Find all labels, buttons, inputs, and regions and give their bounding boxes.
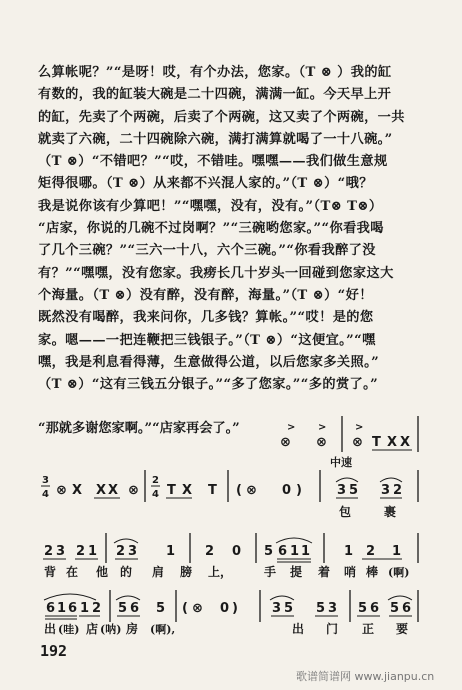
svg-text:(: (: [182, 601, 188, 616]
notation-row-3: [43, 533, 418, 579]
note: 1: [57, 601, 67, 616]
slur: [380, 478, 402, 482]
watermark: 歌谱简谱网 www.jianpu.cn: [296, 670, 435, 683]
svg-text:): ): [296, 483, 302, 498]
note: 6: [68, 601, 78, 616]
lyric: 背: [44, 565, 57, 579]
prose-line: 家。嗯——一把连鞭把三钱银子。”（T ⊗）“这便宜。”“嘿: [38, 332, 376, 348]
lyric: 包: [339, 505, 352, 519]
note: 1: [80, 601, 90, 616]
notation-row-4: [44, 590, 418, 636]
prose-line: 的缸，先卖了个两碗，后卖了个两碗，这又卖了个两碗，一共: [38, 109, 405, 125]
time-signature-numerator: 2: [152, 475, 159, 486]
note: X: [108, 483, 119, 498]
lyric: 哨: [344, 565, 357, 579]
note: 2: [44, 544, 54, 559]
notation-row-1: [280, 416, 418, 452]
lyric: 店: [86, 622, 99, 636]
note: 5: [390, 601, 400, 616]
note: 0: [232, 544, 242, 559]
note: 5: [358, 601, 368, 616]
note: 5: [264, 544, 274, 559]
prose-line: 既然没有喝醉，我来问你，几多钱？算帐。”“哎！是的您: [38, 310, 374, 326]
lyric: 着: [318, 565, 331, 579]
note: 2: [366, 544, 376, 559]
prose-line: 有？”“嘿嘿，没有您家。我痨长几十岁头一回碰到您家这大: [38, 265, 394, 281]
lyric: 上，: [208, 565, 233, 579]
note: T: [208, 483, 217, 498]
note: 5: [349, 483, 359, 498]
time-signature-denominator: 4: [42, 489, 49, 500]
note: X: [182, 483, 193, 498]
slur: [116, 596, 140, 600]
note: T: [372, 435, 381, 450]
note: 1: [166, 544, 176, 559]
note: ⊗: [192, 601, 203, 616]
note: 3: [56, 544, 66, 559]
note: 1: [88, 544, 98, 559]
note: 5: [118, 601, 128, 616]
lyric: (啊): [388, 566, 410, 579]
closing-dialogue: “那就多谢您家啊。”“店家再会了。”: [38, 421, 240, 436]
note: X: [72, 483, 83, 498]
slur: [44, 594, 96, 600]
slur: [276, 538, 312, 543]
note: 2: [92, 601, 102, 616]
accent-mark: >: [355, 422, 364, 433]
note: 6: [278, 544, 288, 559]
prose-line: 矩得很哪。（T ⊗）从来都不兴混人家的。”（T ⊗）“哦？: [38, 176, 373, 192]
note: 3: [328, 601, 338, 616]
note: 0: [220, 601, 230, 616]
prose-line: 个海量。（T ⊗）没有醉，没有醉，海量。”（T ⊗）“好！: [38, 287, 373, 303]
note: 3: [128, 544, 138, 559]
note: 1: [344, 544, 354, 559]
time-signature-denominator: 4: [152, 489, 159, 500]
note: X: [387, 435, 398, 450]
note: 1: [290, 544, 300, 559]
note: T: [167, 483, 176, 498]
note: X: [96, 483, 107, 498]
note: 2: [393, 483, 403, 498]
note: ⊗: [56, 483, 67, 498]
note: 6: [46, 601, 56, 616]
note: 2: [205, 544, 215, 559]
prose-line: （T ⊗）“这有三钱五分银子。”“多了您家。”“多的赏了。”: [38, 377, 379, 393]
note: 3: [272, 601, 282, 616]
time-signature-numerator: 3: [42, 475, 49, 486]
notation-row-2: [41, 455, 418, 519]
lyric: (啊),: [150, 623, 176, 636]
slur: [114, 539, 138, 543]
lyric: 膀: [180, 565, 193, 579]
lyric: 他: [96, 565, 109, 579]
prose-line: 我是说你该有少算吧！”“嘿嘿，没有，没有。”（T⊗ T⊗）: [38, 198, 383, 214]
tempo-marking: 中速: [330, 456, 352, 469]
lyric: 门: [326, 622, 339, 636]
prose-line: 有数的，我的缸装大碗是二十四碗，满满一缸。今天早上开: [38, 87, 392, 103]
accent-mark: >: [318, 422, 327, 433]
note: 2: [76, 544, 86, 559]
note: 1: [392, 544, 402, 559]
lyric: 出: [292, 622, 305, 636]
lyric: 在: [66, 565, 79, 579]
note: ⊗: [246, 483, 257, 498]
lyric: 肩: [152, 565, 165, 579]
lyric: 出: [44, 622, 57, 636]
note: 6: [402, 601, 412, 616]
note: ⊗: [316, 435, 327, 450]
lyric: 房: [126, 622, 139, 636]
prose-line: 么算帐呢？”“是呀！哎，有个办法，您家。（T ⊗ ）我的缸: [38, 65, 392, 80]
prose-line: 就卖了六碗，二十四碗除六碗，满打满算就喝了一十八碗。”: [38, 131, 393, 147]
note: 5: [156, 601, 166, 616]
prose-line: “店家，你说的几碗不过岗啊？”“三碗哟您家。”“你看我喝: [38, 221, 384, 237]
lyric: 要: [396, 622, 409, 636]
accent-mark: >: [287, 422, 296, 433]
lyric: 手: [264, 565, 277, 579]
note: ⊗: [352, 435, 363, 450]
note: 5: [284, 601, 294, 616]
note: 0: [282, 483, 292, 498]
note: ⊗: [128, 483, 139, 498]
prose-line: 嘿，我是利息看得薄，生意做得公道，以后您家多关照。”: [38, 354, 380, 370]
note: 6: [130, 601, 140, 616]
lyric: 棒: [366, 565, 379, 579]
note: 3: [381, 483, 391, 498]
slur: [270, 596, 294, 600]
note: X: [400, 435, 411, 450]
lyric: 正: [362, 622, 375, 636]
prose-line: 了几个三碗？”“三六一十八，六个三碗。”“你看我醉了没: [38, 243, 376, 259]
slur: [336, 478, 358, 482]
note: 6: [370, 601, 380, 616]
note: 5: [316, 601, 326, 616]
lyric: (呐): [100, 623, 122, 636]
lyric: 提: [290, 565, 303, 579]
svg-text:): ): [232, 601, 238, 616]
prose-line: （T ⊗）“不错吧？”“哎，不错哇。嘿嘿——我们做生意规: [38, 154, 388, 170]
lyric: 裹: [384, 505, 397, 519]
note: ⊗: [280, 435, 291, 450]
note: 3: [337, 483, 347, 498]
note: 1: [301, 544, 311, 559]
page-number: 192: [40, 642, 68, 660]
lyric: 的: [120, 565, 133, 579]
slur: [388, 596, 412, 600]
svg-text:(: (: [236, 483, 242, 498]
note: 2: [116, 544, 126, 559]
lyric: (哇): [58, 623, 80, 636]
